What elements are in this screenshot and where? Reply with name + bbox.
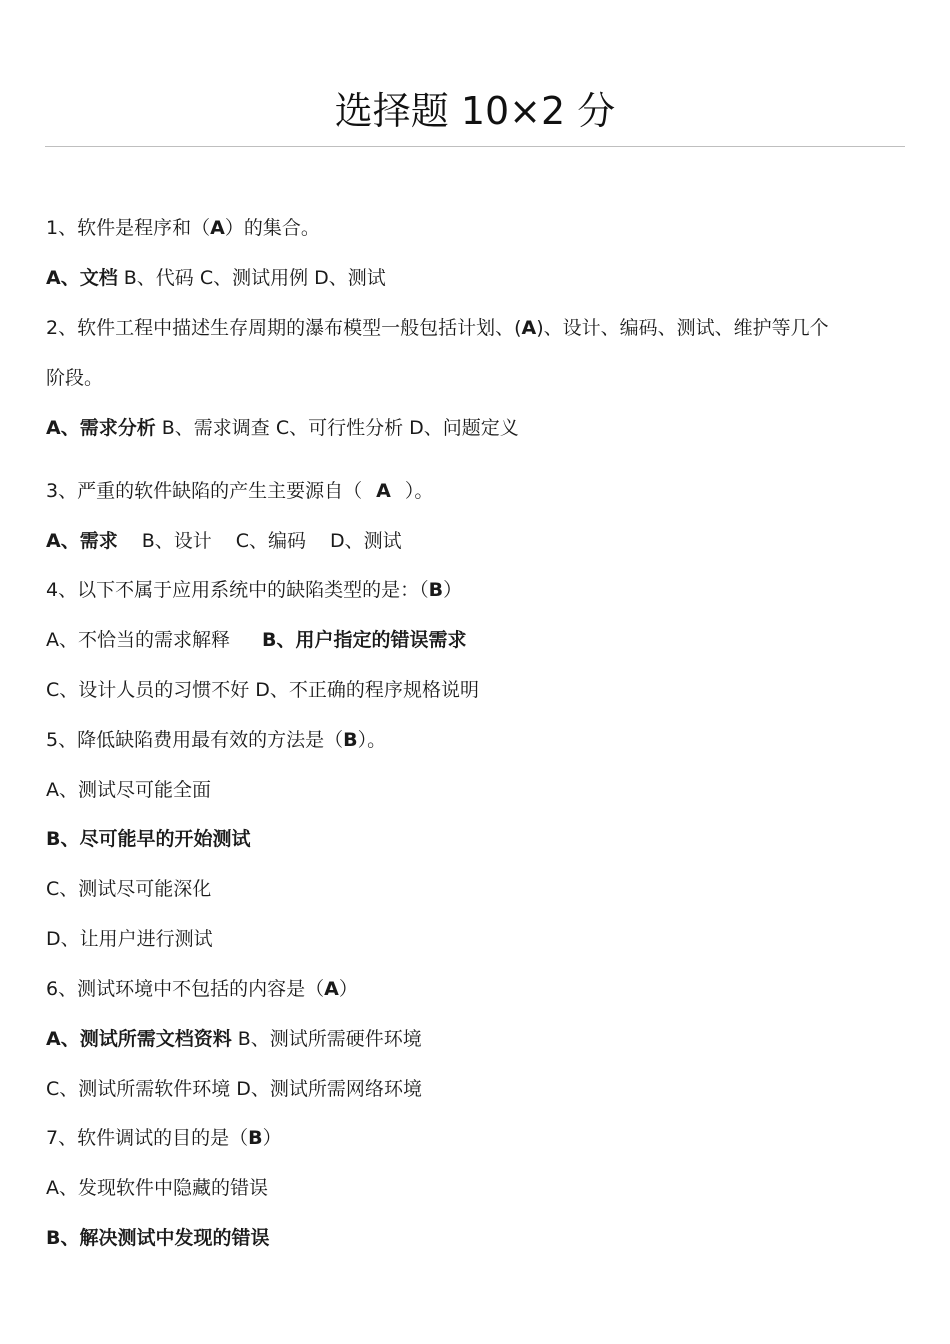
question-1-correct-option: A、文档 <box>46 267 118 289</box>
title-divider <box>45 146 905 147</box>
question-4-options-ab <box>46 627 916 653</box>
question-6-answer: A <box>324 978 339 1000</box>
question-3-option-a: A、需求 <box>46 530 118 552</box>
question-5-answer: B <box>343 729 358 751</box>
question-2-stem-continued: 阶段。 <box>46 367 104 389</box>
question-1-options <box>46 265 916 291</box>
question-7-stem-before: 7、软件调试的目的是（ <box>46 1127 249 1149</box>
question-6-stem <box>46 976 916 1002</box>
question-6-stem-after: ） <box>338 978 358 1000</box>
question-3-option-c: C、编码 <box>235 530 307 552</box>
question-3-stem <box>46 478 916 504</box>
page-title: 选择题 10×2 分 <box>334 89 616 133</box>
question-5-option-b: B、尽可能早的开始测试 <box>46 828 251 850</box>
question-2-correct-option: A、需求分析 <box>46 417 156 439</box>
question-7-stem <box>46 1125 916 1151</box>
question-6-other-option: B、测试所需硬件环境 <box>231 1028 422 1050</box>
question-5-option-d: D、让用户进行测试 <box>46 928 213 950</box>
question-4-options-cd: C、设计人员的习惯不好 D、不正确的程序规格说明 <box>46 679 479 701</box>
question-7-answer: B <box>248 1127 263 1149</box>
question-2-stem-after: )、设计、编码、测试、维护等几个 <box>536 317 829 339</box>
question-5-option-c: C、测试尽可能深化 <box>46 878 212 900</box>
question-4-answer: B <box>428 579 444 601</box>
question-5-stem-after: ）。 <box>357 729 387 751</box>
question-2-options <box>46 415 916 441</box>
question-1-answer: A <box>210 217 225 239</box>
question-5-stem-before: 5、降低缺陷费用最有效的方法是（ <box>46 729 344 751</box>
question-1-other-options: B、代码 C、测试用例 D、测试 <box>117 267 386 289</box>
question-1-stem <box>46 215 916 241</box>
question-1-stem-before: 1、软件是程序和（ <box>46 217 211 239</box>
question-7-stem-after: ） <box>262 1127 282 1149</box>
question-3-stem-after: ）。 <box>404 480 434 502</box>
question-2-stem <box>46 315 916 341</box>
question-3-stem-before: 3、严重的软件缺陷的产生主要源自（ <box>46 480 363 502</box>
question-4-stem <box>46 577 916 603</box>
question-6-stem-before: 6、测试环境中不包括的内容是（ <box>46 978 325 1000</box>
question-3-answer: A <box>376 480 391 502</box>
question-3-options <box>46 528 916 554</box>
question-6-correct-option: A、测试所需文档资料 <box>46 1028 232 1050</box>
question-1-stem-after: ）的集合。 <box>224 217 320 239</box>
question-4-option-b: B、用户指定的错误需求 <box>262 629 467 651</box>
question-3-option-d: D、测试 <box>330 530 402 552</box>
question-4-option-a: A、不恰当的需求解释 <box>46 629 230 651</box>
question-6-options-cd: C、测试所需软件环境 D、测试所需网络环境 <box>46 1078 422 1100</box>
question-4-stem-after: ） <box>443 579 463 601</box>
question-5-option-a: A、测试尽可能全面 <box>46 779 211 801</box>
question-6-options-ab <box>46 1026 916 1052</box>
question-4-stem-before: 4、以下不属于应用系统中的缺陷类型的是：（ <box>46 579 429 601</box>
question-2-stem-before: 2、软件工程中描述生存周期的瀑布模型一般包括计划、( <box>46 317 522 339</box>
question-2-other-options: B、需求调查 C、可行性分析 D、问题定义 <box>155 417 519 439</box>
question-3-option-b: B、设计 <box>141 530 212 552</box>
question-7-option-b: B、解决测试中发现的错误 <box>46 1227 270 1249</box>
question-2-answer: A <box>521 317 537 339</box>
question-5-stem <box>46 727 916 753</box>
question-7-option-a: A、发现软件中隐藏的错误 <box>46 1177 268 1199</box>
